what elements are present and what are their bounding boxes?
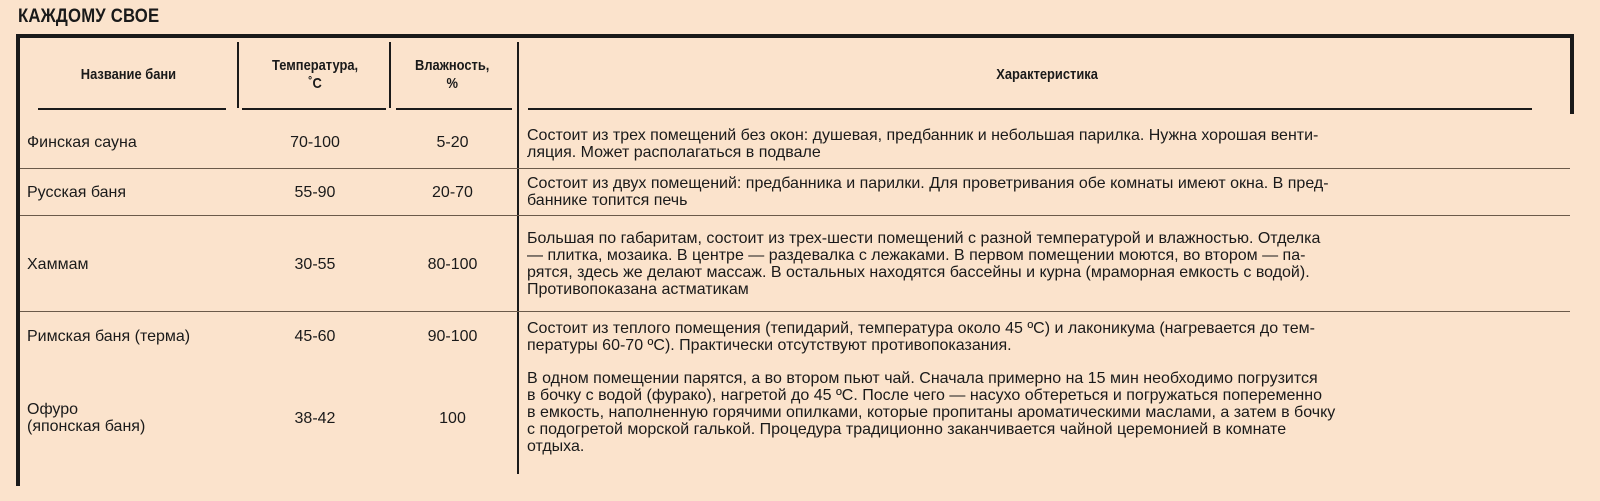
cell-description <box>527 172 1557 212</box>
cell-humidity <box>390 222 515 306</box>
row-separator <box>20 311 1570 312</box>
header-description-label: Характеристика <box>996 66 1098 83</box>
cell-temperature-text: 55-90 <box>294 183 336 201</box>
row-separator <box>20 168 1570 169</box>
header-temperature-label: Температура, ˚С <box>271 57 359 92</box>
cell-name-text: Хаммам <box>27 255 89 273</box>
header-temperature <box>240 40 390 110</box>
cell-humidity-text: 90-100 <box>427 327 478 345</box>
cell-temperature-text: 45-60 <box>294 327 336 345</box>
header-humidity-label: Влажность, % <box>415 57 490 92</box>
header-underline <box>242 108 386 110</box>
cell-temperature <box>240 172 390 212</box>
cell-description <box>527 222 1557 306</box>
cell-humidity-text: 100 <box>439 409 466 427</box>
cell-name <box>27 370 227 466</box>
cell-humidity-text: 5-20 <box>436 133 469 151</box>
cell-name-text: Финская сауна <box>27 133 137 151</box>
table-frame-right <box>1570 34 1574 114</box>
cell-description <box>527 317 1557 357</box>
header-underline <box>528 108 1532 110</box>
cell-temperature-text: 30-55 <box>294 255 336 273</box>
cell-temperature <box>240 370 390 466</box>
cell-description <box>527 124 1557 164</box>
cell-temperature <box>240 316 390 356</box>
cell-humidity-text: 20-70 <box>432 183 473 201</box>
cell-description-text: Состоит из трех помещений без окон: душевая, предбанник и небольшая парилка. Нужна хорошая венти- ляция. Может располагаться в подвале <box>527 127 1319 161</box>
cell-name <box>27 222 227 306</box>
cell-description-text: Состоит из теплого помещения (тепидарий, температура около 45 ºС) и лаконикума (нагревается до тем- пературы 60-70 ºС). Практически отсутствуют противопоказания. <box>527 320 1315 354</box>
cell-humidity-text: 80-100 <box>427 255 478 273</box>
cell-name-text: Русская баня <box>27 183 127 201</box>
cell-name-text: Римская баня (терма) <box>27 327 191 345</box>
cell-temperature-text: 70-100 <box>290 133 340 151</box>
cell-description <box>527 370 1557 470</box>
cell-description-text: В одном помещении парятся, а во втором пьют чай. Сначала примерно на 15 мин необходимо погрузится в бочку с водой (фурако), нагретой до 45 ºС. После чего — насухо обтереться и погружаться попеременно в емкость, наполненную горячими опилками, которые пропитаны ароматическими маслами, а затем в бочку с подогретой морской галькой. Процедура традиционно заканчивается чайной церемонией в комнате отдыха. <box>527 370 1336 455</box>
header-underline <box>396 108 512 110</box>
cell-humidity <box>390 370 515 466</box>
cell-humidity <box>390 172 515 212</box>
cell-name <box>27 122 227 162</box>
table-frame-left <box>16 34 20 486</box>
cell-temperature <box>240 222 390 306</box>
column-divider <box>237 42 239 108</box>
header-description <box>527 40 1567 110</box>
header-underline <box>38 108 226 110</box>
cell-temperature <box>240 122 390 162</box>
cell-humidity <box>390 316 515 356</box>
row-separator <box>20 215 1570 216</box>
header-name <box>28 40 228 110</box>
table-frame-top <box>16 34 1574 38</box>
cell-description-text: Состоит из двух помещений: предбанника и парилки. Для проветривания обе комнаты имеют окна. В пред- баннике топится печь <box>527 175 1329 209</box>
column-divider <box>389 42 391 108</box>
cell-description-text: Большая по габаритам, состоит из трех-шести помещений с разной температурой и влажностью. Отделка — плитка, мозаика. В центре — раздевалка с лежаками. В первом помещении моются, во втором — па- рятся, здесь же делают массаж. В остальных находятся бассейны и курна (мраморная емкость с водой). Противопоказана астматикам <box>527 230 1321 298</box>
cell-name <box>27 316 227 356</box>
cell-humidity <box>390 122 515 162</box>
cell-name <box>27 172 227 212</box>
cell-temperature-text: 38-42 <box>294 409 336 427</box>
column-divider <box>517 42 519 474</box>
table-title: КАЖДОМУ СВОЕ <box>18 6 160 27</box>
header-humidity <box>390 40 515 110</box>
cell-name-text: Офуро (японская баня) <box>27 401 146 435</box>
header-name-label: Название бани <box>80 66 176 83</box>
